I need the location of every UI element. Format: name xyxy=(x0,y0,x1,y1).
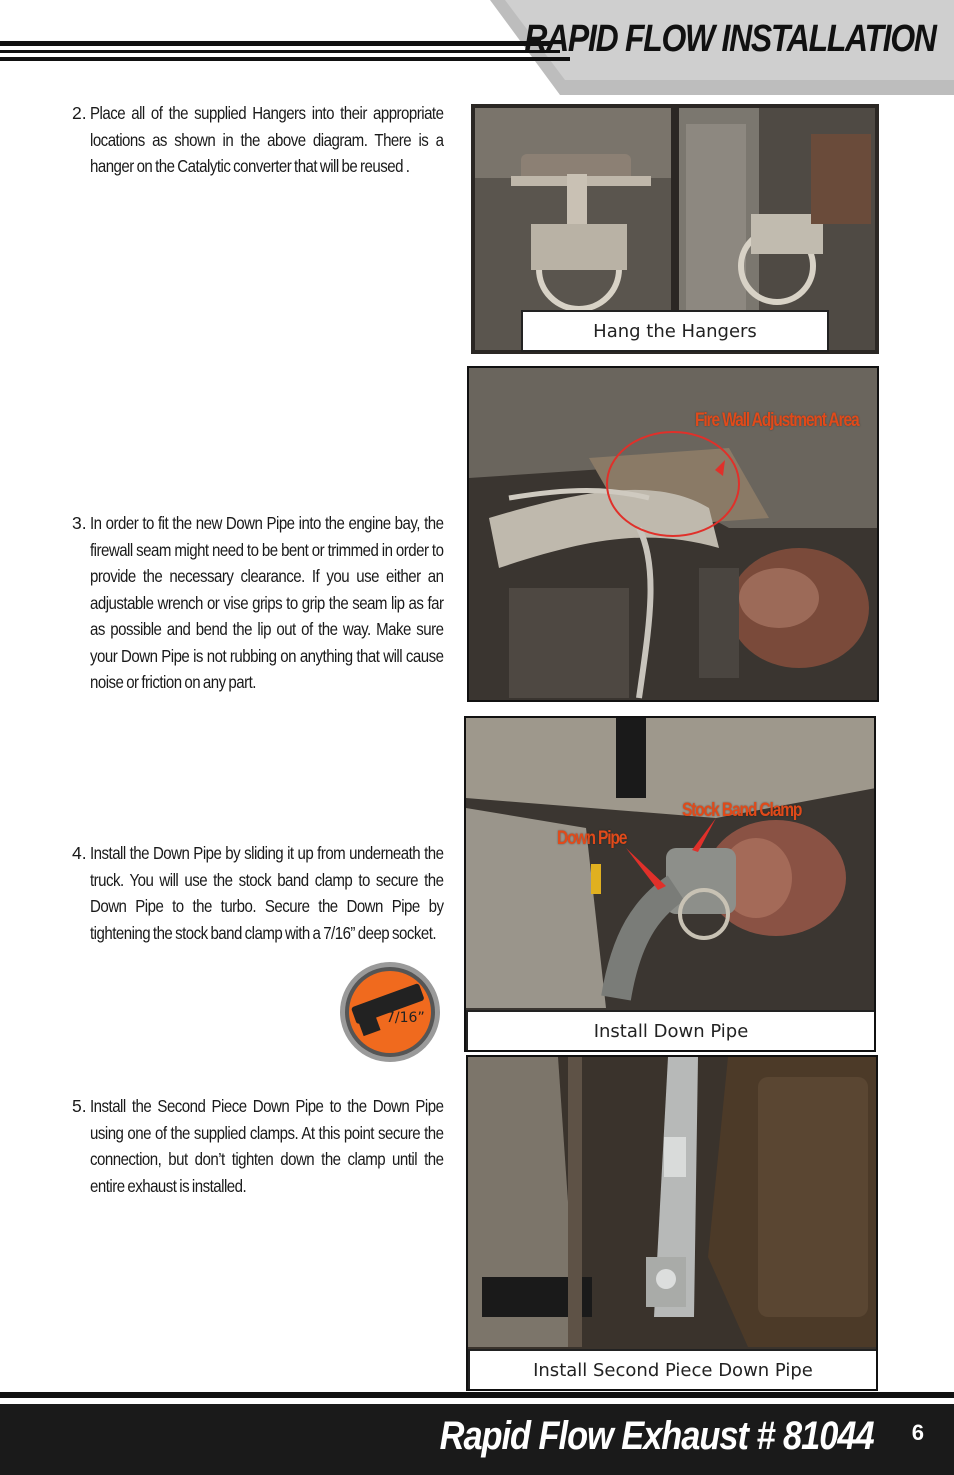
header-title: RAPID FLOW INSTALLATION xyxy=(524,18,936,60)
firewall-annotation: Fire Wall Adjustment Area xyxy=(695,410,859,431)
second-piece-caption: Install Second Piece Down Pipe xyxy=(468,1349,878,1391)
hangers-photo xyxy=(471,104,879,354)
footer-divider xyxy=(0,1392,954,1398)
second-piece-photo-image xyxy=(468,1057,878,1391)
footer-title: Rapid Flow Exhaust # 81044 xyxy=(440,1414,874,1458)
step-4 xyxy=(72,840,442,946)
step-2 xyxy=(72,100,442,180)
socket-size-label: 7/16” xyxy=(386,1010,425,1026)
step-text: Install the Second Piece Down Pipe to the Down Pipe using one of the supplied clamps. At this point secure the connection, but don’t tighten down the clamp until the entire exhaust is installed. xyxy=(90,1096,444,1196)
step-number: 2. xyxy=(72,103,87,123)
step-3 xyxy=(72,510,442,696)
page-footer xyxy=(0,1392,954,1475)
step-5 xyxy=(72,1093,442,1199)
downpipe-photo xyxy=(464,716,876,1052)
page-header xyxy=(0,0,954,100)
step-text: Install the Down Pipe by sliding it up from underneath the truck. You will use the stock band clamp to secure the Down Pipe to the turbo. Secure the Down Pipe by tightening the stock band clamp with a 7/16” deep socket. xyxy=(90,843,444,943)
hangers-caption: Hang the Hangers xyxy=(521,310,829,352)
stock-band-clamp-annotation: Stock Band Clamp xyxy=(682,800,802,821)
downpipe-caption: Install Down Pipe xyxy=(466,1010,876,1052)
step-number: 4. xyxy=(72,843,87,863)
second-piece-photo xyxy=(466,1055,878,1391)
step-number: 5. xyxy=(72,1096,87,1116)
firewall-photo xyxy=(467,366,879,702)
down-pipe-annotation: Down Pipe xyxy=(557,828,627,849)
downpipe-photo-image xyxy=(466,718,876,1052)
socket-badge xyxy=(338,960,442,1064)
page-number: 6 xyxy=(911,1420,924,1445)
step-number: 3. xyxy=(72,513,87,533)
step-text: Place all of the supplied Hangers into their appropriate locations as shown in the above diagram. There is a hanger on the Catalytic converter that will be reused . xyxy=(90,103,444,176)
step-text: In order to fit the new Down Pipe into the engine bay, the firewall seam might need to be bent or trimmed in order to provide the necessary clearance. If you use either an adjustable wrench or vise grips to grip the seam lip as far as possible and bend the lip out of the way. Make sure your Down Pipe is not rubbing on anything that will cause noise or friction on any part. xyxy=(90,513,444,692)
